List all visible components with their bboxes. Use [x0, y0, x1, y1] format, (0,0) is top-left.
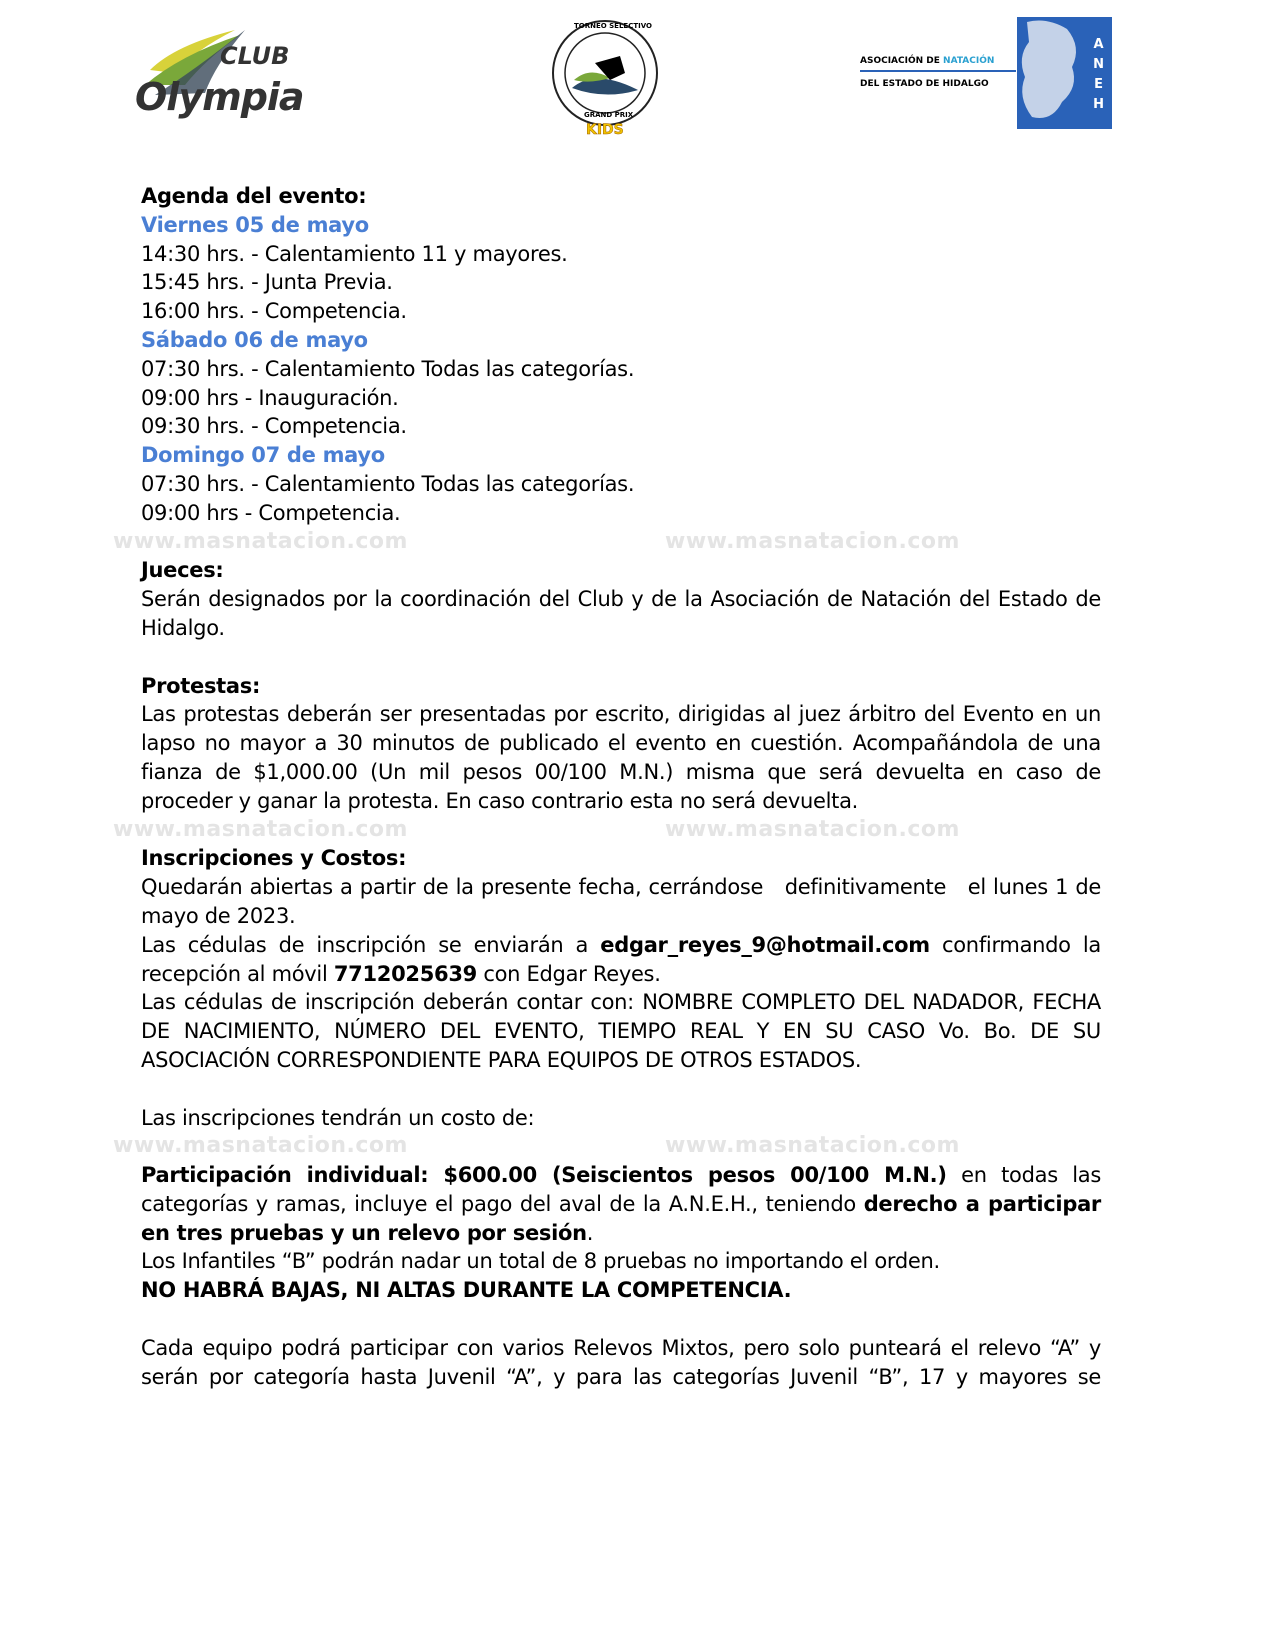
agenda-item: 09:00 hrs - Inauguración.	[141, 385, 399, 410]
olympia-logo-club: CLUB	[220, 42, 290, 70]
torneo-logo-top: TORNEO SELECTIVO	[574, 22, 652, 30]
club-olympia-logo	[135, 25, 370, 125]
torneo-logo-kids: KIDS	[586, 122, 624, 138]
document-body	[113, 182, 1108, 1391]
jueces-text: Serán designados por la coordinación del Club y de la Asociación de Natación del Estado de Hidalgo.	[141, 587, 1101, 640]
inscripciones-p6: Los Infantiles “B” podrán nadar un total de 8 pruebas no importando el orden.	[141, 1249, 940, 1274]
inscripciones-title: Inscripciones y Costos:	[141, 846, 407, 871]
agenda-item: 15:45 hrs. - Junta Previa.	[141, 270, 393, 295]
day-heading: Domingo 07 de mayo	[141, 443, 385, 468]
watermark: www.masnatacion.com	[665, 1133, 960, 1159]
inscripciones-p4: Las inscripciones tendrán un costo de:	[141, 1105, 535, 1130]
aneh-letter: A	[1093, 37, 1104, 52]
watermark: www.masnatacion.com	[113, 528, 408, 554]
aneh-letter: N	[1093, 57, 1104, 72]
aneh-logo	[860, 17, 1112, 129]
contact-email: edgar_reyes_9@hotmail.com	[600, 932, 930, 957]
agenda-item: 09:00 hrs - Competencia.	[141, 500, 401, 525]
aneh-letter: H	[1093, 97, 1104, 112]
watermark: www.masnatacion.com	[113, 816, 408, 842]
agenda-item: 14:30 hrs. - Calentamiento 11 y mayores.	[141, 241, 568, 266]
olympia-logo-name: Olympia	[135, 75, 304, 119]
protestas-text: Las protestas deberán ser presentadas por escrito, dirigidas al juez árbitro del Evento en un lapso no mayor a 30 minutos de publicado el evento en cuestión. Acompañándola de una fianza de $1,000.00 (Un mil pesos 00/100 M.N.) misma que será devuelta en caso de proceder y ganar la protesta. En caso contrario esta no será devuelta.	[141, 702, 1101, 813]
agenda-item: 16:00 hrs. - Competencia.	[141, 299, 407, 324]
contact-phone: 7712025639	[333, 961, 477, 986]
agenda-item: 07:30 hrs. - Calentamiento Todas las categorías.	[141, 471, 635, 496]
torneo-logo-bottom: GRAND PRIX	[584, 111, 634, 119]
inscripciones-p5: Participación individual: $600.00 (Seiscientos pesos 00/100 M.N.) en todas las categorías y ramas, incluye el pago del aval de la A.N.E.H., teniendo derecho a participar en tres pruebas y un relevo por sesión.	[141, 1163, 1101, 1245]
inscripciones-p1: Quedarán abiertas a partir de la presente fecha, cerrándose definitivamente el lunes 1 de mayo de 2023.	[141, 875, 1108, 928]
aneh-logo-line2: DEL ESTADO DE HIDALGO	[860, 79, 989, 89]
watermark: www.masnatacion.com	[665, 528, 960, 554]
inscripciones-p3: Las cédulas de inscripción deberán contar con: NOMBRE COMPLETO DEL NADADOR, FECHA DE NACIMIENTO, NÚMERO DEL EVENTO, TIEMPO REAL Y EN SU CASO Vo. Bo. DE SU ASOCIACIÓN CORRESPONDIENTE PARA EQUIPOS DE OTROS ESTADOS.	[141, 990, 1101, 1072]
watermark: www.masnatacion.com	[113, 1133, 408, 1159]
inscripciones-p2: Las cédulas de inscripción se enviarán a edgar_reyes_9@hotmail.com confirmando la recepción al móvil 7712025639 con Edgar Reyes.	[141, 932, 1101, 986]
torneo-selectivo-logo	[550, 18, 660, 140]
watermark: www.masnatacion.com	[665, 816, 960, 842]
aneh-logo-natacion: NATACIÓN	[943, 56, 995, 66]
day-heading: Viernes 05 de mayo	[141, 212, 369, 237]
agenda-item: 09:30 hrs. - Competencia.	[141, 414, 407, 439]
inscripciones-p7: NO HABRÁ BAJAS, NI ALTAS DURANTE LA COMPETENCIA.	[141, 1278, 792, 1303]
agenda-title: Agenda del evento:	[141, 184, 367, 208]
aneh-logo-line1: ASOCIACIÓN DE	[860, 56, 944, 66]
protestas-title: Protestas:	[141, 673, 261, 698]
jueces-title: Jueces:	[141, 558, 224, 583]
day-heading: Sábado 06 de mayo	[141, 327, 368, 352]
aneh-letter: E	[1094, 77, 1103, 92]
inscripciones-p8: Cada equipo podrá participar con varios Relevos Mixtos, pero solo punteará el relevo “A” y serán por categoría hasta Juvenil “A”, y para las categorías Juvenil “B”, 17 y mayores se	[141, 1335, 1101, 1389]
agenda-item: 07:30 hrs. - Calentamiento Todas las categorías.	[141, 356, 635, 381]
